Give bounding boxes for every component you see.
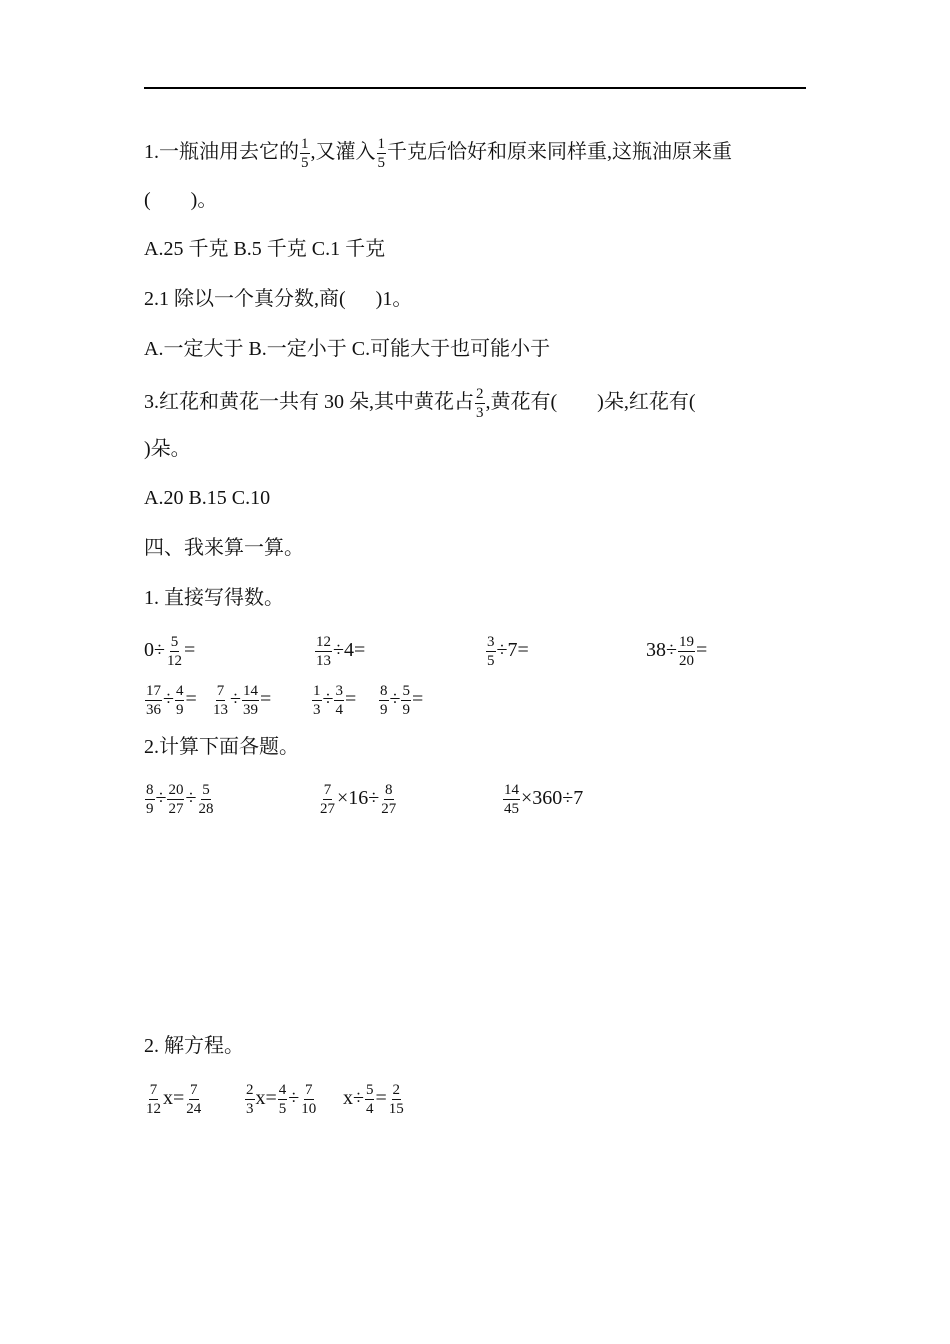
oral-calc-7: $\frac{1}{3}$ ÷ $\frac{3}{4}$ = bbox=[313, 683, 357, 718]
section4-sub2: 2.计算下面各题。 bbox=[144, 736, 299, 758]
oral-calc-3: $\frac{3}{5}$ ÷7= bbox=[487, 634, 529, 669]
fraction: $\frac{5}{9}$ bbox=[402, 683, 410, 718]
fraction: $\frac{1}{5}$ bbox=[377, 136, 385, 171]
fraction: $\frac{4}{9}$ bbox=[175, 683, 184, 718]
q1-text-a: 1.一瓶油用去它的 bbox=[144, 141, 299, 164]
fraction: $\frac{20}{27}$ bbox=[168, 782, 184, 817]
calc-problem-3: $\frac{14}{45}$ ×360÷7 bbox=[504, 782, 584, 817]
fraction: $\frac{8}{27}$ bbox=[381, 782, 397, 817]
q1-line2: ( )。 bbox=[144, 189, 218, 211]
fraction: $\frac{5}{12}$ bbox=[166, 634, 182, 669]
q1-text-c: 千克后恰好和原来同样重,这瓶油原来重 bbox=[387, 141, 732, 164]
fraction: $\frac{14}{39}$ bbox=[242, 683, 258, 718]
fraction: $\frac{7}{24}$ bbox=[186, 1082, 202, 1117]
equation-1: $\frac{7}{12}$ x= $\frac{7}{24}$ bbox=[146, 1082, 202, 1117]
fraction: $\frac{1}{5}$ bbox=[301, 136, 309, 171]
fraction: $\frac{4}{5}$ bbox=[278, 1082, 287, 1117]
equation-3: x÷ $\frac{5}{4}$ = $\frac{2}{15}$ bbox=[343, 1082, 404, 1117]
calc-problem-2: $\frac{7}{27}$ ×16÷ $\frac{8}{27}$ bbox=[320, 782, 397, 817]
equation-2: $\frac{2}{3}$ x= $\frac{4}{5}$ ÷ $\frac{7}{10}$ bbox=[246, 1082, 317, 1117]
q2-options: A.一定大于 B.一定小于 C.可能大于也可能小于 bbox=[144, 338, 551, 360]
q2-line: 2.1 除以一个真分数,商( )1。 bbox=[144, 288, 413, 310]
oral-calc-2: $\frac{12}{13}$ ÷4= bbox=[316, 634, 366, 669]
oral-calc-6: $\frac{7}{13}$ ÷ $\frac{14}{39}$ = bbox=[213, 683, 272, 718]
oral-calc-8: $\frac{8}{9}$ ÷ $\frac{5}{9}$ = bbox=[380, 683, 424, 718]
fraction: $\frac{3}{4}$ bbox=[335, 683, 343, 718]
fraction: $\frac{5}{28}$ bbox=[198, 782, 214, 817]
fraction: $\frac{2}{3}$ bbox=[246, 1082, 254, 1117]
calc-problem-1: $\frac{8}{9}$ ÷ $\frac{20}{27}$ ÷ $\frac{5}{28}$ bbox=[146, 782, 214, 817]
section4-sub1: 1. 直接写得数。 bbox=[144, 587, 284, 609]
q3-line2: )朵。 bbox=[144, 438, 191, 460]
fraction: $\frac{17}{36}$ bbox=[146, 683, 161, 718]
fraction: $\frac{7}{27}$ bbox=[320, 782, 335, 817]
q3-options: A.20 B.15 C.10 bbox=[144, 487, 271, 509]
q1-text-b: ,又灌入 bbox=[310, 141, 376, 164]
fraction: $\frac{5}{4}$ bbox=[365, 1082, 374, 1117]
oral-calc-1: 0÷ $\frac{5}{12}$ = bbox=[144, 634, 196, 669]
fraction: $\frac{8}{9}$ bbox=[380, 683, 388, 718]
fraction: $\frac{12}{13}$ bbox=[316, 634, 331, 669]
fraction: $\frac{7}{10}$ bbox=[301, 1082, 317, 1117]
fraction: $\frac{14}{45}$ bbox=[504, 782, 519, 817]
fraction: $\frac{3}{5}$ bbox=[487, 634, 495, 669]
fraction: $\frac{19}{20}$ bbox=[678, 634, 694, 669]
section4-sub3: 2. 解方程。 bbox=[144, 1035, 244, 1057]
fraction: $\frac{7}{13}$ bbox=[213, 683, 228, 718]
fraction: $\frac{1}{3}$ bbox=[313, 683, 321, 718]
q1-options: A.25 千克 B.5 千克 C.1 千克 bbox=[144, 238, 386, 260]
header-rule bbox=[144, 87, 806, 89]
section4-title: 四、我来算一算。 bbox=[144, 537, 304, 559]
oral-calc-5: $\frac{17}{36}$ ÷ $\frac{4}{9}$ = bbox=[146, 683, 197, 718]
fraction: $\frac{2}{15}$ bbox=[388, 1082, 404, 1117]
fraction: $\frac{7}{12}$ bbox=[146, 1082, 161, 1117]
fraction: $\frac{2}{3}$ bbox=[476, 386, 484, 421]
fraction: $\frac{8}{9}$ bbox=[146, 782, 154, 817]
q3-line1: 3.红花和黄花一共有 30 朵,其中黄花占 $\frac{2}{3}$ ,黄花有( )朵,红花有( bbox=[144, 386, 696, 421]
oral-calc-4: 38÷ $\frac{19}{20}$ = bbox=[646, 634, 708, 669]
q1-line1 bbox=[144, 136, 732, 171]
